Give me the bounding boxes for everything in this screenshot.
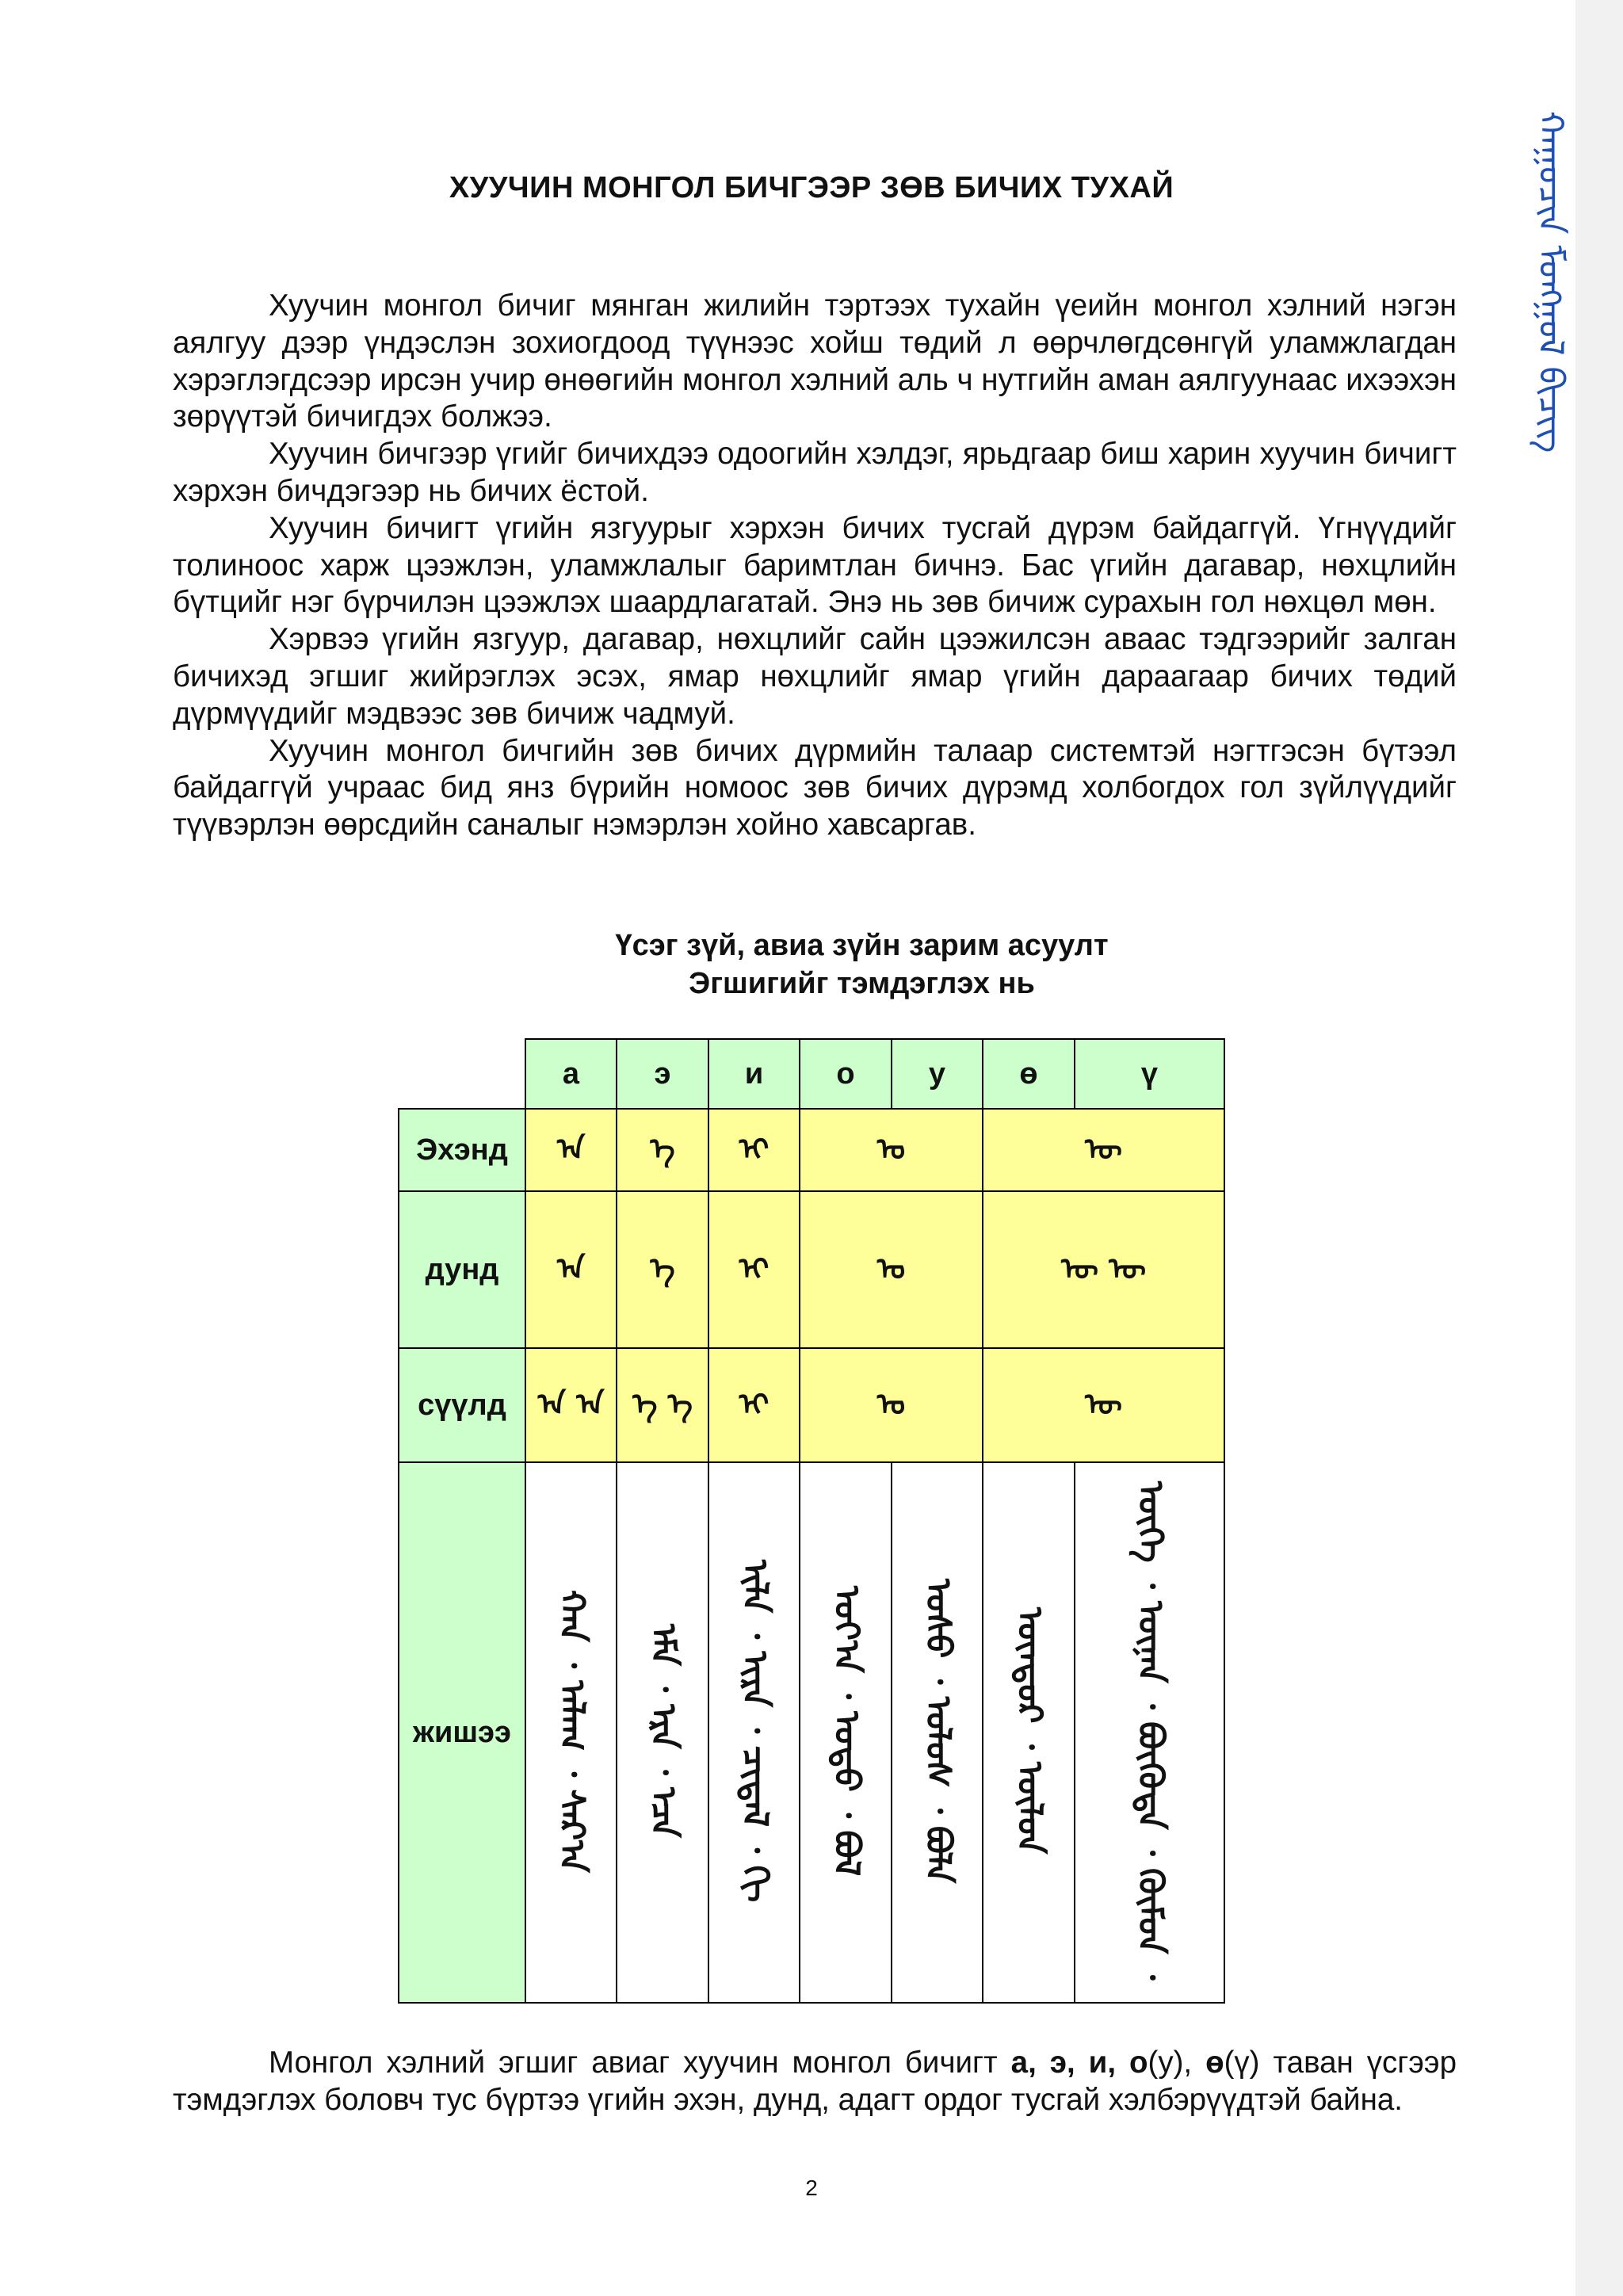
medial-form: ᠣ xyxy=(800,1191,983,1348)
vowel-header: ү xyxy=(1075,1039,1224,1109)
paragraph: Хэрвээ үгийн язгуур, дагавар, нөхцлийг сайн цээжилсэн аваас тэдгээрийг залган бичихэд эгшиг жийрэглэх эсэх, ямар нөхцлийг ямар үгийн дараагаар бичих төдий дүрмүүдийг мэдвээс зөв бичиж чадмуй. xyxy=(173,622,1457,731)
vowel-table xyxy=(398,1038,1225,2004)
initial-form: ᠢ xyxy=(708,1109,800,1191)
margin-mongol-script: ᠬᠠᠭᠤᠴᠢᠨ ᠮᠣᠩᠭᠣᠯ ᠪᠢᠴᠢᠭ᠌ xyxy=(1530,111,1571,453)
row-label: сүүлд xyxy=(399,1348,525,1462)
closing-text xyxy=(173,2045,1457,2119)
example-cell xyxy=(708,1462,800,2003)
initial-form: ᠥ xyxy=(983,1109,1224,1191)
final-form: ᠢ xyxy=(708,1348,800,1462)
vowel-header: о xyxy=(800,1039,892,1109)
initial-form: ᠠ xyxy=(525,1109,617,1191)
example-words: ᠢᠯᠡ ᠂ ᠢᠷᠡ ᠂ ᠴᠢᠳᠠᠯ ᠂ ᠬᠢ xyxy=(734,1559,775,1903)
example-words: ᠣᠶ᠎ᠠ ᠂ ᠣᠳᠣ ᠂ ᠪᠣᠯ xyxy=(826,1585,867,1877)
vowel-header: и xyxy=(708,1039,800,1109)
final-row xyxy=(399,1348,1224,1462)
vowel-header: у xyxy=(892,1039,983,1109)
example-words: ᠦᠭᠡ ᠂ ᠦᠨᠡᠨ ᠂ ᠪᠦᠭᠦᠳᠡ ᠂ ᠬᠦᠮᠦᠨ ᠂ xyxy=(1129,1481,1170,1981)
final-form: ᠠ ᠠ xyxy=(525,1348,617,1462)
vowel-header: ө xyxy=(983,1039,1075,1109)
medial-row xyxy=(399,1191,1224,1348)
vowel-header: а xyxy=(525,1039,617,1109)
final-form: ᠡ ᠡ xyxy=(617,1348,708,1462)
medial-form: ᠢ xyxy=(708,1191,800,1348)
initial-form: ᠡ xyxy=(617,1109,708,1191)
paragraph xyxy=(173,2045,1457,2119)
section-heading: Үсэг зүй, авиа зүйн зарим асуулт xyxy=(615,929,1109,962)
medial-form: ᠥ ᠥ xyxy=(983,1191,1224,1348)
bold-oe: ө xyxy=(1205,2046,1224,2080)
right-margin-strip xyxy=(1575,0,1623,2296)
medial-form: ᠡ xyxy=(617,1191,708,1348)
example-cell xyxy=(800,1462,892,2003)
paragraph: Хуучин бичигт үгийн язгуурыг хэрхэн бичих тусгай дүрэм байдаггүй. Үгнүүдийг толиноос харж цээжлэн, уламжлалыг баримтлан бичнэ. Бас үгийн дагавар, нөхцлийн бүтцийг нэг бүрчилэн цээжлэх шаардлагатай. Энэ нь зөв бичиж сурахын гол нөхцөл мөн. xyxy=(173,510,1457,620)
bold-vowels: а, э, и, о xyxy=(1010,2046,1148,2080)
initial-row xyxy=(399,1109,1224,1191)
intro-text xyxy=(173,288,1457,844)
paragraph: Хуучин монгол бичгийн зөв бичих дүрмийн талаар системтэй нэгтгэсэн бүтээл байдаггүй учраас бид янз бүрийн номоос зөв бичих дүрэмд холбогдох гол зүйлүүдийг түүвэрлэн өөрсдийн саналыг нэмэрлэн хойно хавсаргав. xyxy=(173,733,1457,842)
paragraph: Хуучин монгол бичиг мянган жилийн тэртээх тухайн үеийн монгол хэлний нэгэн аялгуу дээр үндэслэн зохиогдоод түүнээс хойш төдий л өөрчлөгдсөнгүй уламжлагдан хэрэглэгдсээр ирсэн учир өнөөгийн монгол хэлний аль ч нутгийн аман аялгуунаас ихээхэн зөрүүтэй бичигдэх болжээ. xyxy=(173,288,1457,434)
row-label: Эхэнд xyxy=(399,1109,525,1191)
paragraph: Хуучин бичгээр үгийг бичихдээ одоогийн хэлдэг, ярьдгаар биш харин хуучин бичигт хэрхэн бичдэгээр нь бичих ёстой. xyxy=(173,437,1457,508)
example-cell xyxy=(617,1462,708,2003)
final-form: ᠥ xyxy=(983,1348,1224,1462)
medial-form: ᠠ xyxy=(525,1191,617,1348)
vowel-header-row xyxy=(399,1039,1224,1109)
example-cell xyxy=(892,1462,983,2003)
example-words: ᠤᠰᠤ ᠂ ᠤᠯᠤᠰ ᠂ ᠪᠤᠯᠠ xyxy=(917,1578,958,1884)
final-form: ᠣ xyxy=(800,1348,983,1462)
outro-end: (ү) таван үсгээр тэмдэглэх боловч тус бүртээ үгийн эхэн, дунд, адагт ордог тусгай хэлбэрүүдтэй байна. xyxy=(173,2046,1457,2117)
section-subheading: Эгшигийг тэмдэглэх нь xyxy=(689,967,1035,1000)
vowel-header: э xyxy=(617,1039,708,1109)
row-label: дунд xyxy=(399,1191,525,1348)
example-words: ᠥᠨᠳᠦᠷ ᠂ ᠥᠯᠥᠨ xyxy=(1009,1607,1050,1855)
examples-row xyxy=(399,1462,1224,2003)
empty-corner xyxy=(399,1039,525,1109)
outro-start: Монгол хэлний эгшиг авиаг хуучин монгол бичигт xyxy=(269,2046,1011,2080)
example-words: ᠬᠠᠨ ᠂ ᠠᠯᠠᠭ ᠂ ᠰᠠᠷ᠎ᠠ xyxy=(551,1589,592,1873)
page-number: 2 xyxy=(805,2176,818,2200)
outro-mid: (у), xyxy=(1148,2046,1206,2080)
example-cell xyxy=(1075,1462,1224,2003)
row-label: жишээ xyxy=(399,1462,525,2003)
initial-form: ᠣ xyxy=(800,1109,983,1191)
page-title: ХУУЧИН МОНГОЛ БИЧГЭЭР ЗӨВ БИЧИХ ТУХАЙ xyxy=(449,171,1174,204)
example-cell xyxy=(525,1462,617,2003)
example-cell xyxy=(983,1462,1075,2003)
example-words: ᠡᠮᠡ ᠂ ᠡᠷᠡ ᠂ ᠡᠴᠡ xyxy=(643,1624,684,1838)
